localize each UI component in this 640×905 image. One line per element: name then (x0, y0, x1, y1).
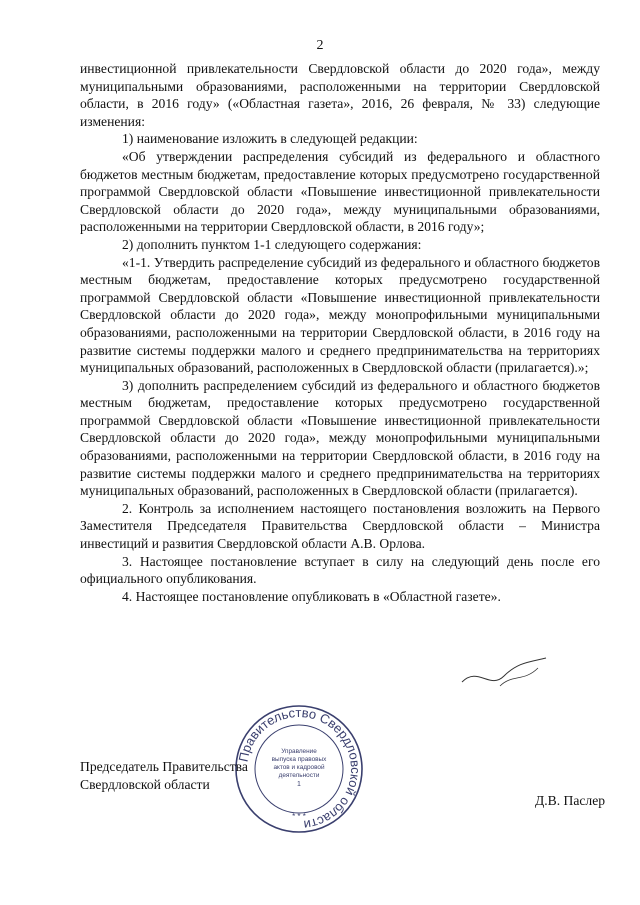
page-number: 2 (316, 38, 324, 53)
seal-number: 1 (297, 781, 301, 788)
svg-text:Управление: Управление (281, 748, 317, 755)
signature-title (80, 758, 330, 793)
paragraph: 3. Настоящее постановление вступает в силу на следующий день после его официального опубликования. (80, 553, 600, 587)
seal-stars: * * * (292, 812, 306, 821)
signatory-name: Д.В. Паслер (535, 793, 606, 808)
signature-title-line: Председатель Правительства (80, 759, 248, 774)
paragraph: 2. Контроль за исполнением настоящего постановления возложить на Первого Заместителя Председателя Правительства Свердловской области – Министра инвестиций и развития Свердловской области А.В. Орлова. (80, 500, 600, 552)
paragraph: 1) наименование изложить в следующей редакции: (122, 131, 418, 147)
document-body (80, 60, 600, 605)
handwritten-mark (460, 656, 550, 696)
paragraph: 2) дополнить пунктом 1-1 следующего содержания: (122, 236, 422, 252)
paragraph: «Об утверждении распределения субсидий из федерального и областного бюджетов местным бюджетам, предоставление которых предусмотрено государственной программой Свердловской области «Повышение инвестиционной привлекательности Свердловской области до 2020 года», между муниципальными образованиями, расположенными на территории Свердловской области, в 2016 году»; (80, 148, 600, 235)
svg-text:выпуска правовых: выпуска правовых (271, 756, 327, 763)
paragraph: инвестиционной привлекательности Свердловской области до 2020 года», между муниципальными образованиями, расположенными на территории Свердловской области, в 2016 году» («Областная газета», 2016, 26 февраля, № 33) следующие изменения: (80, 61, 600, 129)
svg-text:деятельности: деятельности (278, 772, 320, 779)
paragraph: 4. Настоящее постановление опубликовать в «Областной газете». (122, 588, 501, 604)
seal-ring-text: Правительство Свердловской области (235, 704, 364, 833)
paragraph: «1-1. Утвердить распределение субсидий из федерального и областного бюджетов местным бюджетам, предоставление которых предусмотрено государственной программой Свердловской области «Повышение инвестиционной привлекательности Свердловской области до 2020 года», между монопрофильными муниципальными образованиями, расположенными на территории Свердловской области, в 2016 году на развитие системы поддержки малого и среднего предпринимательства на территориях муниципальных образований, расположенных в Свердловской области (прилагается).»; (80, 254, 600, 376)
signature-title-line: Свердловской области (80, 776, 210, 792)
paragraph: 3) дополнить распределением субсидий из федерального и областного бюджетов местным бюджетам, предоставление которых предусмотрено государственной программой Свердловской области «Повышение инвестиционной привлекательности Свердловской области до 2020 года», между монопрофильными муниципальными образованиями, расположенными на территории Свердловской области, в 2016 году на развитие системы поддержки малого и среднего предпринимательства на территориях муниципальных образований, расположенных в Свердловской области (прилагается). (80, 377, 600, 499)
svg-text:актов и кадровой: актов и кадровой (273, 764, 325, 771)
